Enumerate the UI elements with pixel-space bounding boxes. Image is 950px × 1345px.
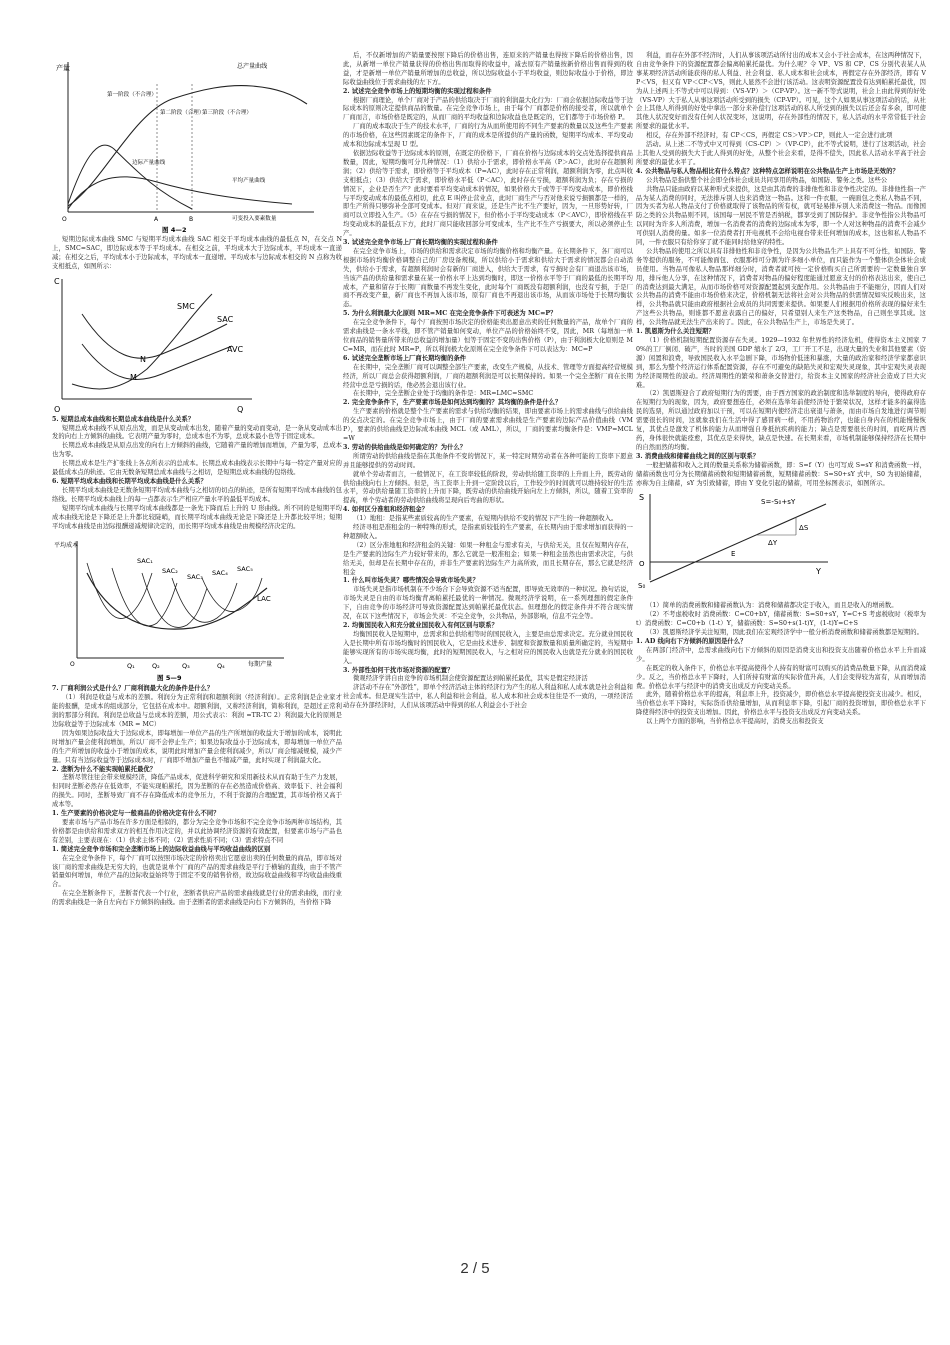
fig3-sac1: SAC₁ <box>137 557 153 566</box>
paragraph: 在两部门经济中，总需求曲线向右下方倾斜的原因是消费支出和投资支出随着价格总水平上升而减少。 <box>636 646 926 663</box>
column-3 <box>636 52 926 727</box>
page-number: 2 / 5 <box>460 1260 490 1277</box>
fig1-xlabel: 可变投入要素数量 <box>232 216 277 222</box>
paragraph: 均衡国民收入是短期中，总需求和总供给相等时的国民收入，主要是由总需求决定。充分就业国民收入是长期中所有市场均衡时的国民收入，它是由技术进步、制度和资源数量和质量所确定的，当短期中能够实现所有的市场实现均衡，此时的短期国民收入，与之相对应的国民收入也就是充分就业的国民收入。 <box>343 630 633 665</box>
paragraph: 在长期中，完全垄断厂商可以调整全部生产要素，改变生产规模，从技术、管理等方面提高经营规模经济，所以厂商总会获得超额利润，厂商的超额利润是可以长期保持的。如果一个完全垄断厂商在长期经营中总是亏损的话，他必然会退出该行业。 <box>343 363 633 389</box>
paragraph: 所谓劳动的供给曲线是指在其他条件不变的情况下，某一特定时期劳动者在各种可能的工资率下愿意并且能够提供的劳动时间。 <box>343 452 633 469</box>
production-curves-figure <box>52 54 322 234</box>
paragraph: 根据厂商理论，单个厂商对于产品的供给取决于厂商的利润最大化行为：厂商会依据边际收益等于边际成本的原则决定提供商品的数量。在完全竞争市场上，由于每个厂商都是价格的接受者，所以就单个厂商而言，市场价格是既定的，从而厂商的平均收益和边际收益也是既定的，它们都等于市场价格 P。 <box>343 96 633 122</box>
paragraph: 长期总成本是生产扩张线上各点所表示的总成本。长期总成本曲线表示长期中与每一特定产量对应的最低成本点的轨迹。它由无数条短期总成本曲线与之相切，是短期总成本曲线的包络线。 <box>52 460 342 477</box>
paragraph: 济活动不存在“外部性”，即单个经济活动主体的经济行为产生的私人利益和私人成本就是社会利益和社会成本。但是现实生活中，私人利益和社会利益，私人成本和社会成本往往是不一致的，一项经济活动存在外部经济时，人们从该项活动中得到的私人利益会小于社会 <box>343 684 633 710</box>
fig1-stage2: 第二阶段（合理） <box>160 110 205 116</box>
paragraph: 公共物品的使用之所以具有非排他性和非竞争性，是因为公共物品生产上具有不可分性，如国防、警务等提供的服务，不可能像面包、衣服那样可分割为许多细小单位，而只能作为一个整体供全体社会成员使用。当物品可像私人物品那样细分时，消费者就可按一定价格购买自己所需要的一定数量独自享用，排斥他人分享，在这种情况下，消费者对物品的偏好程度能通过愿意支付的价格表达出来，使自己的消费达到最大满足，从而市场价格可对资源配置起到支配作用。公共物品由于不能细分，因而人们对公共物品的消费不能由市场价格来决定，价格机制无法将社会对公共物品的供需情况如实反映出来，这样，公共物品就只能由政府根据社会成员的共同需要来提供。如果要人们根据用价格所表现的偏好来生产这些公共物品，则谁都不愿意表露自己的偏好，只希望别人来生产这类物品，自己则坐享其成。这样，公共物品就无法生产出来的了。因此，在公共物品生产上，市场是失灵了。 <box>636 247 926 327</box>
saving-function-figure <box>636 490 836 600</box>
fig4-y: Y <box>816 567 821 577</box>
question-heading: 2. 垄断为什么不能实现帕累托最优？ <box>52 765 157 773</box>
fig1-stage1: 第一阶段（不合理） <box>107 92 157 98</box>
paragraph: 活动。从上述二不等式中又可得到（CS-CP）＞（VP-CP），此不等式说明，进行了这项活动，社会上其他人受到的损失大于此人得到的好处，从整个社会来看，是得不偿失，因此私人活动水平高于社会所要求的最优水平了。 <box>636 141 926 166</box>
fig2-n: N <box>140 354 147 364</box>
fig3-caption: 图 5—9 <box>157 674 182 683</box>
question-heading: 1. 生产要素的价格决定与一般商品的价格决定有什么不同？ <box>52 810 220 818</box>
paragraph: （2）凯恩斯迎合了政府短期行为的需要，由于西方国家的政治制度和选举制度的导向，使得政府存在短期行为的现象，因为，政府要想连任，必须在选举年前使经济处于繁荣状况，这样才能多的赢得选民的选票，所以通过政府加以干预，可以在短期内使经济走出衰退与萧条，而由市场自发地进行调节则需要很长的时间，这就象我们在生活中得了感冒病一样，不用药物治疗，也能自身内在的机能慢慢恢复，其优点是激发了机体的能力从而增强自身抵抗疾病的能力；缺点是需要很长的时间，而吃两片西药，身体很快就能痊愈，其优点是来得快，缺点是快速。在长期来看，市场机制能够保持经济在长期中的自然而然的均衡。 <box>636 390 926 451</box>
question-heading: 1. 什么叫市场失灵？哪些情况会导致市场失灵？ <box>343 577 479 585</box>
fig4-eq: S=-S₀+sY <box>761 498 796 507</box>
fig2-q: Q <box>237 404 244 414</box>
fig3-xlabel: 每期产量 <box>248 661 273 669</box>
fig1-ap-label: 平均产量曲线 <box>232 178 266 184</box>
question-heading: 1. 简述完全竞争市场和完全垄断市场上的边际收益曲线与平均收益曲线的区别 <box>52 845 271 853</box>
column-1 <box>52 52 342 908</box>
question-heading: 2. 完全竞争条件下，生产要素市场是如何达到均衡的？其均衡的条件是什么？ <box>343 399 562 407</box>
fig3-lac: LAC <box>257 595 271 604</box>
paragraph: 微观经济学讲自由竞争的市场机制会使资源配置达到帕累托最优，其实是假定经济活 <box>353 675 588 683</box>
paragraph: 短期总成本曲线不从原点出发，而是从变动成本出发，随着产量的变动而变动，是一条从变动成本出发的向右上方倾斜的曲线。它表明产量为零时，总成本也不为零，总成本最小也等于固定成本。 <box>52 424 342 441</box>
paragraph: 长期平均成本曲线是无数条短期平均成本曲线与之相切的切点的轨迹，是所有短期平均成本曲线的包络线。长期平均成本曲线上的每一点都表示生产相应产量水平的最低平均成本。 <box>52 486 342 503</box>
paragraph: 短期平均成本曲线与长期平均成本曲线都是一条先下降而后上升的 U 形曲线。所不同的是短期平均成本曲线无论是下降还是上升都比较陡峭，而长期平均成本曲线无论是下降还是上升都比较平坦；短期平均成本曲线是由边际报酬递减规律决定的，而长期平均成本曲线是由规模经济决定的。 <box>52 504 342 530</box>
fig4-o: O <box>639 560 645 569</box>
question-heading: 2. 均衡国民收入和充分就业国民收入有何区别与联系？ <box>343 622 498 629</box>
question-heading: 5. 短期总成本曲线和长期总成本曲线是什么关系？ <box>52 415 195 423</box>
paragraph: 以上两个方面的影响，当价格总水平提高时，消费支出和投资支 <box>646 718 824 726</box>
fig2-o: O <box>54 404 61 414</box>
fig3-q4: Q₄ <box>217 662 225 671</box>
paragraph: 在长期中，完全垄断企业处于均衡的条件是：MR=LMC=SMC <box>353 390 534 398</box>
fig1-point-a: A <box>154 216 159 223</box>
question-heading: 1. 凯恩斯为什么关注短期？ <box>636 328 715 336</box>
paragraph: （2）不考虑税收时 消费函数：C=C0+bY，储蓄函数：S=S0+sY，Y=C+S 考虑税收时（税率为 t）消费函数：C=C0+b（1-t）Y，储蓄函数：S=S0+s(1-t)Y，(1-t)Y=C+S <box>636 611 926 628</box>
question-heading: 7. 厂商利润公式是什么？厂商利润最大化的条件是什么？ <box>52 685 214 693</box>
paragraph: 共物品只能由政府以某种形式来提供，这是由其消费的非排他性和非竞争性决定的。非排他性指一产品为某人消费的同时，无法排斥别人也来消费这一物品。这和一件衣服，一碗面包之类私人物品不同，因为买者为私人物品支付了价格就取得了该物品的所有权，就可轻易排斥别人来消费这一物品。而像国防之类的公共物品则不同，该国每一居民不管是否纳税，都享受到了国防保护。非竞争性指公共物品可以同时为许多人所消费，增加一名消费者的消费的边际成本为零，即一个人对这种物品的消费不会减少可供别人消费的量。如多一位消费者打开电视机不会给电视台带来任何增加的成本，这也和私人物品不同，一件衣服只有给你穿了就不能同时给他穿的特性。 <box>636 185 926 247</box>
paragraph: 短期边际成本曲线 SMC 与短期平均成本曲线 SAC 相交于平均成本曲线的最低点 N，在交点 N 上，SMC=SAC，即边际成本等于平均成本。在相交之前，平均成本大于边际成本，平均成本一直递减；在相交之后，平均成本小于边际成本，平均成本一直递增。平均成本与边际成本相交的 N 点称为收支相抵点，如图所示： <box>52 236 342 270</box>
fig3-sac4: SAC₄ <box>212 569 228 578</box>
paragraph: （1）简单的消费函数和储蓄函数认为：消费和储蓄都决定于收入，而且是收入的增函数。 <box>646 602 898 610</box>
paragraph: 在完全竞争条件下，每个厂商可以按照市场决定的价格卖出它愿意出卖的任何数量的商品，即市场对该厂商的需求曲线是无穷大的，也就是说单个厂商的产品的需求曲线是平行于横轴的直线，由于不管产销量如何增加，单位产品的边际收益始终等于固定不变的销售价格，故边际收益曲线和平均收益曲线重合。 <box>52 854 342 889</box>
paragraph: 在完全垄断条件下，垄断者代表一个行业，垄断者供应产品的需求曲线就是行业的需求曲线，而行业的需求曲线是一条自左向右下方倾斜的曲线。由于垄断者的需求曲线是向右下方倾斜的，当价格下降 <box>52 890 342 907</box>
fig4-s: S <box>639 493 645 503</box>
paragraph: 公共物品是指供整个社会即全体社会成员共同享用的物品，如国防、警务之类。这些公 <box>646 176 888 184</box>
paragraph: （1）利润是收益与成本的差额。利润分为正常利润和超额利润（经济利润）。正常利润是企业家才能的报酬，是成本的组成部分，它包括在成本中。超额利润，又称经济利润，简称利润，是超过正常利润的那部分利润。利润是总收益与总成本的差额，用公式表示：利润 =TR-TC 2）利润最大化的原则是边际收益等于边际成本（MR = MC） <box>52 694 342 729</box>
fig3-sac2: SAC₂ <box>162 567 178 576</box>
fig4-e: E <box>731 550 736 559</box>
paragraph: 在完全竞争条件下，每个厂商按照市场决定的价格能卖出愿意出卖的任何数量的产品，故单个厂商的需求曲线是一条水平线，即不管产销量如何变动，单位产品的价格始终不变，因此，MR（每增加一单位商品的销售量所带来的总收益的增加量）恒等于固定不变的出售价格（P），由于利润极大化原则是 MC=MR，而在此时 MR=P，所以利润极大化原则在完全竞争条件下可以表达为：MC=P <box>343 319 633 353</box>
question-heading: 4. 如何区分准租和经济租金？ <box>343 506 429 514</box>
paragraph: 此外，随着价格总水平的提高，利息率上升，投资减少，即价格总水平提高使投资支出减少。相反，当价格总水平下降时，实际货币供给量增加，从而利息率下降，引起厂商的投资增加，即价格总水平下降使得经济中的投资支出增加。因此，价格总水平与投资支出成反方向变动关系。 <box>636 691 926 717</box>
cost-curves-figure <box>52 274 262 414</box>
paragraph: （3）凯恩斯经济学关注短期，因此我们在宏观经济学中一般分析消费函数和储蓄函数都是短期的。 <box>646 629 923 637</box>
question-heading: 2. 试述完全竞争市场上的短期均衡的实现过程和条件 <box>343 87 492 95</box>
question-heading: 3. 劳动的供给曲线是如何确定的？为什么？ <box>343 443 467 451</box>
paragraph: （2）区分准地租和经济租金的关键：如果一种租金与需求有关，与供给无关，且仅在短期内存在，是生产要素的边际生产力较好带来的，那么它就是一般准租金；如果一种租金虽然也由需求决定，与供给无关，但却是在长期中存在的，并非生产要素的边际生产力高所致，而且长期存在，那么它就是经济租金 <box>343 541 633 576</box>
lac-envelope-figure <box>52 533 292 683</box>
fig2-smc: SMC <box>177 301 195 311</box>
paragraph: 相反，存在外部不经济时，有 CP＜CS，再假定 CS＞VP＞CP，则此人一定会进行此项 <box>646 132 893 140</box>
question-heading: 6. 试述完全垄断市场上厂商长期均衡的条件 <box>343 354 467 362</box>
paragraph: 因为如果边际收益大于边际成本，即每增加一单位产品的生产所增加的收益大于增加的成本，说明此时增加产量会使利润增加，所以厂商不会停止生产；如果边际收益小于边际成本，即每增加一单位产品的生产所增加的收益小于增加的成本，说明此时增加产量会使利润减少，所以厂商会缩减规模，减少产量。只有当边际收益等于边际成本时，厂商即不增加产量也不缩减产量，此时实现了利润最大化。 <box>52 729 342 764</box>
fig2-avc: AVC <box>227 344 244 354</box>
paragraph: 一般把储蓄和收入之间的数量关系称为储蓄函数，即：S=f（Y）也可写成 S=sY 和消费函数一样，储蓄函数也可分为长期储蓄函数和短期储蓄函数，短期储蓄函数：S=S0+sY 式中，S0 为初始储蓄，亦称为自主储蓄，sY 为引致储蓄，即由 Y 变化引起的储蓄，可用坐标图表示，如图所示。 <box>636 461 926 487</box>
column-2 <box>343 52 633 711</box>
question-heading: 5. 为什么利润最大化原则 MR=MC 在完全竞争条件下可表述为 MC=P？ <box>343 310 557 318</box>
fig3-ylabel: 平均成本 <box>54 542 79 550</box>
fig3-q2: Q₂ <box>152 662 160 671</box>
paragraph: （1）价格机制短期配置资源存在失灵。1929—1932 年世界性的经济危机，使得资本主义国家 70%的工厂倒闭、破产，当时的美国 GDP 缩水了 2/3，工厂开工不足，出现大量的失业和其他要素（资源）闲置和浪费，导致国民收入水平急剧下降，市场物价低迷和暴涨，大量的政治家和经济学家都意识到，那么为整个经济运行体系配置资源，存在不可避免的缺陷失灵和宏观失灵现象，其中宏观失灵表现为经济周期性的波动。经济周期性的繁荣和萧条交替进行，给资本主义国家的经济社会造成了巨大灾难。 <box>636 337 926 389</box>
paragraph: 利益，而存在外部不经济时，人们从事该项活动所付出的成本又会小于社会成本，在这两种情况下，自由竞争条件下的资源配置都会偏离帕累托最优。为什么呢？令 VP、VS 和 CP、CS 分别代表某人从事某项经济活动所能获得的私人利益、社会利益、私人成本和社会成本，再假定存在外部经济，即有 VP＜VS，但又有 VP＜CP＜VS，则此人显然不会进行该活动。这表明资源配置没有达到帕累托最优，因为从上述两上不等式中可以得到：（VS-VP）＞（CP-VP）。这一新不等式说明，社会上由此得到的好处（VS-VP）大于私人从事这项活动所受到的损失（CP-VP）。可见，这个人如果从事这项活动的话，从社会上其他人所得到的好处中拿出一部分来补偿行这项活动的私人所受到的损失以后还会有多余，即可使其他人状况变好而没有任何人状况变坏，这说明，存在外部性的情况下，私人活动的水平常常低于社会所要求的最优水平。 <box>636 52 926 131</box>
fig4-ds: ΔS <box>799 524 809 533</box>
paragraph: 市场失灵是指市场机制在不少场合下会导致资源不适当配置，即导致无效率的一种状况。换句话说，市场失灵是自由的市场均衡背离帕累托最优的一种情况。微观经济学说明，在一系列理想的假定条件下，自由竞争的市场经济可导致资源配置达到帕累托最优状态。但理想化的假定条件并不符合现实情况，在以下这些情况下，市场会失灵：不完全竞争，公共物品，外部影响，信息不完全等。 <box>343 586 633 621</box>
question-heading: 3. 外部性如何干扰市场对资源的配置？ <box>343 666 454 674</box>
paragraph: 长期总成本曲线是从原点出发的向右上方倾斜的曲线，它随着产量的增加而增加，产量为零，总成本也为零。 <box>52 442 342 459</box>
question-heading: 3. 消费曲线和储蓄曲线之间的区别与联系？ <box>636 452 760 460</box>
paragraph: 后，不仅新增加的产销量要按照下降后的价格出售，连原来的产销量也得按下降后的价格出售，因此，从新增一单位产销量获得的价格出售而取得的收益中，减去原有产销量按新价格出售而得到的收益，才是新增一单位产销量所增加的总收益，所以边际收益小于平均收益，则边际收益小于价格，即边际收益曲线位于需求曲线的左下方。 <box>343 52 633 86</box>
paragraph: 经济寻租是准租金的一种特殊的形式，是指素质较低的生产要素，在长期内由于需求增加而获得的一种超额收入。 <box>343 524 633 540</box>
fig1-ylabel: 产量 <box>56 64 71 72</box>
paragraph: 厂商的成本取决于生产的技术水平，厂商的行为从而所使用的不同生产要素的数量以及这些生产要素的市场价格，在这些因素既定的条件下，厂商的成本是所提供的产量的函数，短期平均成本、平均变动成本和边际成本呈现 U 型。 <box>343 123 633 149</box>
fig1-stage3: 第三阶段（不合理） <box>202 110 252 116</box>
paragraph: 要素市场与产品市场在许多方面是相似的，都分为完全竞争市场和不完全竞争市场两种市场结构，其价格都是由供给和需求双方的相互作用决定的，并以此协调经济资源的有效配置，但要素市场与产品也有差别，主要表现在：（1）供求主体不同；（2）需求性质不同；（3）需求特点不同 <box>52 819 342 844</box>
fig2-sac: SAC <box>217 314 234 324</box>
paragraph: 垄断尽管往往会带来规模经济，降低产品成本，促进科学研究和采用新技术从而有助于生产力发展，但同时垄断必然存在低效率，不能实现帕累托，因为垄断的存在必然造成价格高、效率低下、社会福利的损失。同时，垄断导致厂商不存在降低成本的竞争压力，不利于资源的合理配置，其市场价格又高于成本等。 <box>52 774 342 809</box>
fig1-caption: 图 4—2 <box>162 226 187 234</box>
fig1-origin: O <box>62 216 67 223</box>
fig3-sac3: SAC₃ <box>187 573 203 582</box>
paragraph: 就单个劳动者而言，一般情况下，在工资率较低的阶段，劳动供给随工资率的上升而上升，既劳动的供给曲线向右上方倾斜。但是，当工资率上升到一定阶段以后，工作较少的时间就可以维持较好的生活水平，劳动供给量随工资率的上升而下降，既劳动的供给曲线开始向左上方倾斜，所以，随着工资率的提高，单个劳动者的劳动供给曲线将呈现向后弯曲的形状。 <box>343 470 633 505</box>
fig3-o: O <box>70 661 75 669</box>
fig3-q1: Q₁ <box>127 662 135 671</box>
fig3-q3: Q₃ <box>182 662 190 671</box>
fig2-c: C <box>54 276 60 286</box>
question-heading: 1. AD 线向右下方倾斜的原因是什么？ <box>636 638 747 646</box>
paragraph: 依据边际收益等于边际成本的原则，在既定的价格下，厂商在价格与边际成本的交点处选择提供商品数量，因此，短期均衡可分几种情况：（1）供给小于需求，即价格水平高（P＞AC），此时存在超额利润；（2）供给等于需求，即价格等于平均成本（P=AC），此时存在正常利润，超额利润为零，此点叫收支相抵点；（3）供给大于需求，即价格水平低（P＜AC），此时存在亏损，超额利润为负；存在亏损的情况下，企业是否生产？此时要看平均变动成本的情况，如果价格大于或等于平均变动成本，即价格线与平均变动成本的最低点相切，此点 E 叫停止营业点，此时厂商生产与否对他来说亏损额都是一样的，即生产所得只够弥补全部可变成本。但对厂商来说，还是生产比不生产要好，因为，一旦形势好转，厂商可以立即投入生产。（5）在存在亏损的情况下，但价格小于平均变动成本（P＜AVC），即价格线在平均变动成本的最低点下方，此时厂商只能收回部分可变成本，生产比不生产亏损要大，所以必须停止生产。 <box>343 149 633 238</box>
fig4-dy: ΔY <box>768 539 778 548</box>
paragraph: 在完全竞争市场上，市场的供给和需求决定市场的均衡价格和均衡产量。在长期条件下，各厂商可以根据市场的均衡价格调整自己的厂房设备规模，所以供给小于需求和供给大于需求的情况都会自动消失，供给小于需求，有超额利润时会有新的厂商进入，供给大于需求，有亏损时会有厂商退出该市场，当该产品的供给量和需求量在某一价格水平上达到均衡时，即这一价格水平等于厂商的最低的长期平均成本，产量和留存于长期厂商数量不再发生变化，此时每个厂商既没有超额利润，也没有亏损，于是厂商不再改变产量，新厂商也不再加入该市场，原有厂商也不再退出该市场，从而该市场处于长期均衡状态。 <box>343 247 633 309</box>
fig2-m: M <box>130 372 137 382</box>
question-heading: 4. 公共物品与私人物品相比有什么特点？这种特点怎样说明在公共物品生产上市场是无效的？ <box>636 167 899 175</box>
question-heading: 6. 短期平均成本曲线和长期平均成本曲线是什么关系？ <box>52 477 207 485</box>
paragraph: 生产要素的价格就是整个生产要素的需求与供给均衡的结果，即由要素市场上的需求曲线与供给曲线的交点决定的。在完全竞争市场上，由于厂商的要素需求曲线是生产要素的边际产品价值曲线（VMP），要素的供给曲线是边际成本曲线 MCL（或 AML），所以，厂商的要素均衡条件是：VMP=MCL=W <box>343 408 633 442</box>
paragraph: 在既定的收入条件下，价格总水平提高使得个人持有的财富可以购买的消费品数量下降，从而消费减少。反之，当价格总水平下降时，人们所持有财富的实际价值升高，人们会变得较为富有，从而增加消费。价格总水平与经济中的消费支出成反方向变动关系。 <box>636 664 926 690</box>
fig1-point-b: B <box>189 216 194 223</box>
fig3-sac5: SAC₅ <box>237 565 253 574</box>
paragraph: （1）地租：是指某些素质较高的生产要素，在短期内供给不变的情况下产生的一种超额收入。 <box>353 515 618 523</box>
question-heading: 3. 试述完全竞争市场上厂商长期均衡的实现过程和条件 <box>343 239 498 247</box>
fig1-total-label: 总产量曲线 <box>237 63 268 70</box>
fig4-s0: S₀ <box>638 582 646 591</box>
fig1-mp-label: 边际产量曲线 <box>132 160 166 166</box>
